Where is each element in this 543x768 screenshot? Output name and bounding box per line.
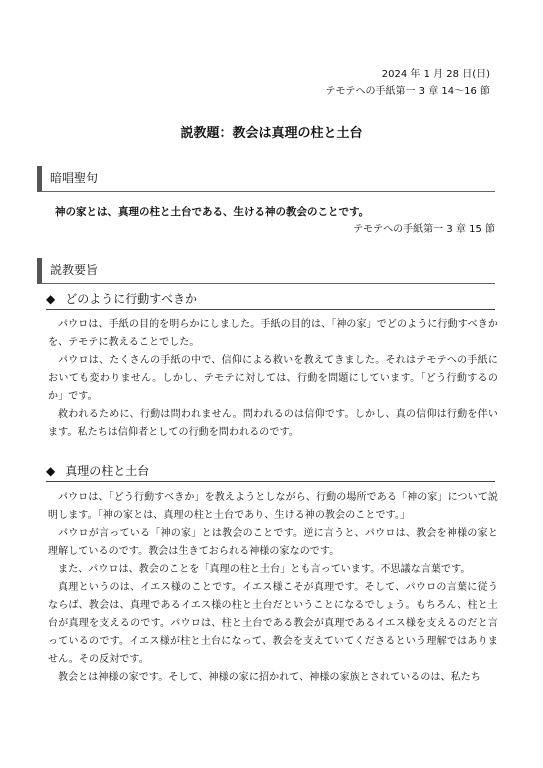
section-heading-conduct [46, 290, 495, 310]
section-heading-text: どのように行動すべきか [65, 292, 197, 306]
paragraph: 教会とは神様の家です。そして、神様の家に招かれて、神様の家族とされているのは、私たち [58, 672, 481, 683]
section-heading-text: 真理の柱と土台 [65, 464, 150, 478]
memory-verse-text: 神の家とは、真理の柱と土台である、生ける神の教会のことです。 [55, 206, 370, 218]
header-meta [325, 66, 490, 100]
summary-heading: 説教要旨 [37, 258, 495, 284]
paragraph: 真理というのは、イエス様のことです。イエス様こそが真理です。そして、パウロの言葉に従うならば、教会は、真理であるイエス様の柱と土台だということになるでしょう。もちろん、柱と土台が真理を支えるのです。パウロは、柱と土台である教会が真理であるイエス様を支えるのだと言っているのです。イエス様が柱と土台になって、教会を支えていてくださるという理解ではありません。その反対です。 [48, 582, 498, 665]
diamond-bullet-icon: ◆ [46, 292, 56, 306]
memory-verse-heading: 暗唱聖句 [37, 166, 495, 192]
sermon-title: 説教題：教会は真理の柱と土台 [180, 126, 363, 141]
paragraph: 救われるために、行動は問われません。問われるのは信仰です。しかし、真の信仰は行動を伴います。私たちは信仰者としての行動を問われるのです。 [48, 409, 498, 438]
scripture-reference: テモテへの手紙第一 3 章 14～16 節 [325, 86, 490, 97]
paragraph: パウロは、「どう行動すべきか」を教えようとしながら、行動の場所である「神の家」について説明します。「神の家とは、真理の柱と土台であり、生ける神の教会のことです。」 [48, 492, 498, 521]
paragraph: パウロは、手紙の目的を明らかにしました。手紙の目的は、「神の家」でどのように行動すべきかを、テモテに教えることでした。 [48, 319, 498, 348]
paragraph: パウロは、たくさんの手紙の中で、信仰による救いを教えてきました。それはテモテへの手紙においても変わりません。しかし、テモテに対しては、行動を問題にしています。「どう行動するのか」です。 [48, 355, 498, 402]
section-body-pillar [48, 489, 498, 687]
section-heading-pillar [46, 462, 495, 482]
memory-verse-reference: テモテへの手紙第一 3 章 15 節 [353, 224, 495, 235]
paragraph: パウロが言っている「神の家」とは教会のことです。逆に言うと、パウロは、教会を神様の家と理解しているのです。教会は生きておられる神様の家なのです。 [48, 528, 498, 557]
sermon-date: 2024 年 1 月 28 日(日) [381, 69, 490, 80]
paragraph: また、パウロは、教会のことを「真理の柱と土台」とも言っています。不思議な言葉です。 [58, 564, 471, 575]
section-body-conduct [48, 316, 498, 442]
diamond-bullet-icon: ◆ [46, 464, 56, 478]
